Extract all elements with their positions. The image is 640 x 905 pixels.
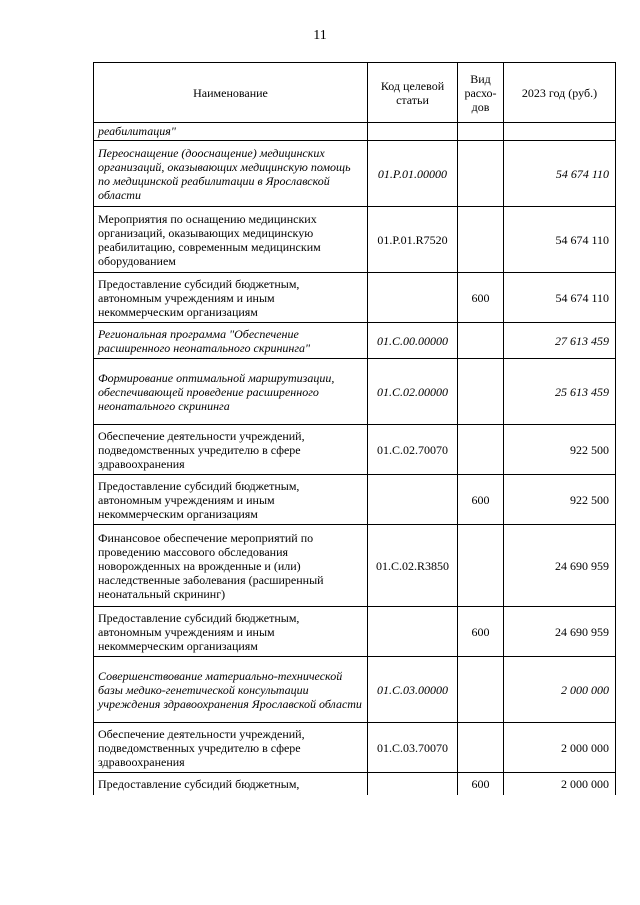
cell-name: Формирование оптимальной маршрутизации, обеспечивающей проведение расширенного неонатального скрининга [94,359,368,425]
header-expense: Вид расхо-дов [458,63,504,123]
table-header-row [94,63,616,123]
cell-expense [458,657,504,723]
cell-name: Региональная программа "Обеспечение расширенного неонатального скрининга" [94,323,368,359]
cell-amount [504,123,616,141]
cell-expense: 600 [458,475,504,525]
cell-code [368,273,458,323]
cell-expense [458,323,504,359]
header-code: Код целевой статьи [368,63,458,123]
cell-name: Обеспечение деятельности учреждений, подведомственных учредителю в сфере здравоохранения [94,723,368,773]
cell-amount: 922 500 [504,475,616,525]
cell-amount: 24 690 959 [504,525,616,607]
cell-code: 01.Р.01.R7520 [368,207,458,273]
cell-amount: 2 000 000 [504,723,616,773]
cell-code [368,123,458,141]
cell-name: Обеспечение деятельности учреждений, подведомственных учредителю в сфере здравоохранения [94,425,368,475]
cell-amount: 54 674 110 [504,273,616,323]
cell-expense: 600 [458,773,504,795]
table-row [94,475,616,525]
cell-amount: 24 690 959 [504,607,616,657]
cell-code: 01.С.02.70070 [368,425,458,475]
cell-amount: 922 500 [504,425,616,475]
cell-expense: 600 [458,273,504,323]
cell-code: 01.С.03.00000 [368,657,458,723]
cell-expense [458,207,504,273]
table-row [94,123,616,141]
table-row [94,425,616,475]
table-row [94,207,616,273]
table-row [94,323,616,359]
cell-expense [458,723,504,773]
cell-name: Мероприятия по оснащению медицинских организаций, оказывающих медицинскую реабилитацию, современным медицинским оборудованием [94,207,368,273]
cell-name: реабилитация" [94,123,368,141]
header-name: Наименование [94,63,368,123]
cell-code: 01.Р.01.00000 [368,141,458,207]
header-amount: 2023 год (руб.) [504,63,616,123]
page-number: 11 [313,28,327,43]
table-row [94,773,616,795]
cell-name: Предоставление субсидий бюджетным, автономным учреждениям и иным некоммерческим организациям [94,273,368,323]
cell-code: 01.С.03.70070 [368,723,458,773]
cell-name: Предоставление субсидий бюджетным, автономным учреждениям и иным некоммерческим организациям [94,475,368,525]
table-row [94,723,616,773]
cell-amount: 54 674 110 [504,207,616,273]
cell-code: 01.С.02.00000 [368,359,458,425]
cell-expense [458,525,504,607]
cell-code [368,475,458,525]
cell-expense [458,141,504,207]
cell-expense: 600 [458,607,504,657]
cell-code: 01.С.00.00000 [368,323,458,359]
cell-code [368,773,458,795]
cell-amount: 25 613 459 [504,359,616,425]
cell-amount: 2 000 000 [504,657,616,723]
cell-amount: 27 613 459 [504,323,616,359]
cell-name: Предоставление субсидий бюджетным, автономным учреждениям и иным некоммерческим организациям [94,607,368,657]
cell-name: Переоснащение (дооснащение) медицинских организаций, оказывающих медицинскую помощь по медицинской реабилитации в Ярославской области [94,141,368,207]
cell-name: Совершенствование материально-технической базы медико-генетической консультации учреждения здравоохранения Ярославской области [94,657,368,723]
cell-amount: 54 674 110 [504,141,616,207]
table-row [94,359,616,425]
cell-expense [458,123,504,141]
table-row [94,141,616,207]
table-row [94,607,616,657]
table-row [94,525,616,607]
cell-name: Финансовое обеспечение мероприятий по проведению массового обследования новорожденных на врожденные и (или) наследственные заболевания (расширенный неонатальный скрининг) [94,525,368,607]
cell-amount: 2 000 000 [504,773,616,795]
cell-expense [458,359,504,425]
table-row [94,657,616,723]
cell-code [368,607,458,657]
cell-name: Предоставление субсидий бюджетным, [94,773,368,795]
cell-expense [458,425,504,475]
cell-code: 01.С.02.R3850 [368,525,458,607]
budget-table [93,62,616,795]
table-row [94,273,616,323]
